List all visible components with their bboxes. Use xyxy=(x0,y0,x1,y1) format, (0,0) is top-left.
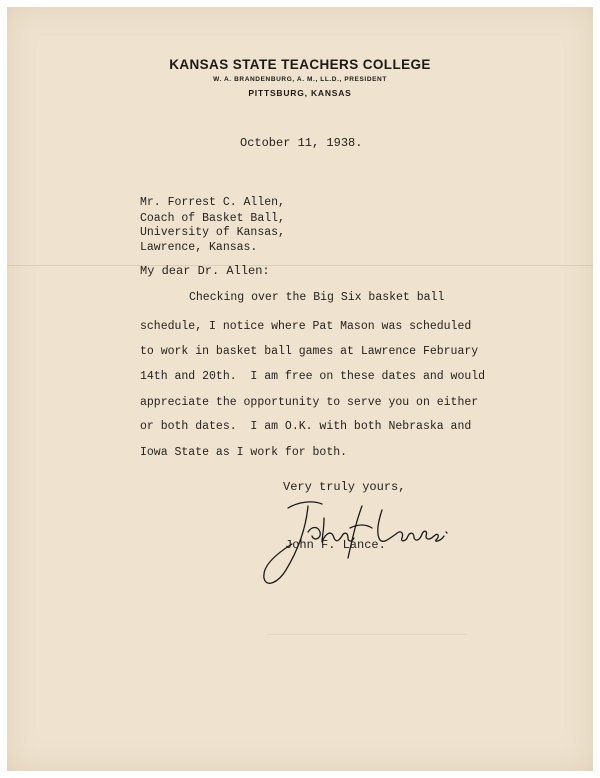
salutation: My dear Dr. Allen: xyxy=(140,264,270,278)
letterhead-president: W. A. BRANDENBURG, A. M., LL.D., PRESIDENT xyxy=(213,76,387,83)
handwritten-signature xyxy=(250,488,450,598)
closing: Very truly yours, xyxy=(283,480,406,494)
body-line: to work in basket ball games at Lawrence February xyxy=(140,345,479,358)
signature-j-top xyxy=(288,502,322,508)
recipient-line: Mr. Forrest C. Allen, xyxy=(140,196,285,209)
letter-page xyxy=(7,7,593,771)
body-line: or both dates. I am O.K. with both Nebraska and xyxy=(140,420,472,433)
recipient-line: Coach of Basket Ball, xyxy=(140,212,285,225)
body-line: appreciate the opportunity to serve you on either xyxy=(140,396,479,409)
page-fold-line xyxy=(7,265,593,266)
signature-period xyxy=(446,532,447,533)
signature-j-stroke xyxy=(264,506,308,583)
letterhead-institution: KANSAS STATE TEACHERS COLLEGE xyxy=(169,57,431,72)
body-line: 14th and 20th. I am free on these dates and would xyxy=(140,370,486,383)
letterhead-location: PITTSBURG, KANSAS xyxy=(248,88,352,98)
recipient-line: Lawrence, Kansas. xyxy=(140,241,258,254)
body-line: Iowa State as I work for both. xyxy=(140,446,348,459)
signature-ohn xyxy=(308,518,354,542)
body-line: Checking over the Big Six basket ball xyxy=(189,291,445,304)
typed-signature-name: John F. Lance. xyxy=(285,538,386,552)
faint-mark xyxy=(267,634,467,635)
recipient-line: University of Kansas, xyxy=(140,226,285,239)
signature-f xyxy=(348,506,372,558)
body-line: schedule, I notice where Pat Mason was scheduled xyxy=(140,320,472,333)
letter-date: October 11, 1938. xyxy=(240,136,363,150)
signature-lance xyxy=(378,510,444,541)
